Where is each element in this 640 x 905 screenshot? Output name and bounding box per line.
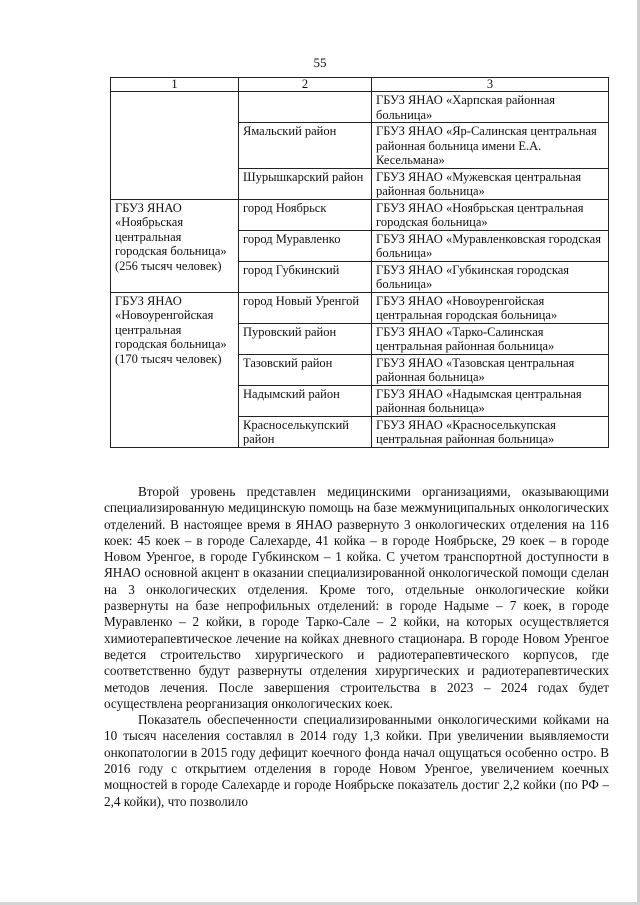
medical-organizations-table [110, 77, 609, 448]
table-cell-territory: Шурышкарский район [239, 168, 372, 199]
table-cell-organization: ГБУЗ ЯНАО «Тазовская центральная районная больница» [372, 354, 609, 385]
table-cell-territory: город Ноябрьск [239, 199, 372, 230]
table-cell-organization: ГБУЗ ЯНАО «Тарко-Салинская центральная районная больница» [372, 323, 609, 354]
body-text [104, 484, 609, 810]
table-cell-organization: ГБУЗ ЯНАО «Ноябрьская центральная городская больница» [372, 199, 609, 230]
paragraph-bed-capacity: Показатель обеспеченности специализированными онкологическими койками на 10 тысяч населения составлял в 2014 году 1,3 койки. При увеличении выявляемости онкопатологии в 2015 году дефицит коечного фонда начал ощущаться особенно остро. В 2016 году с открытием отделения в городе Новом Уренгое, увеличением коечных мощностей в городе Салехарде и городе Ноябрьске показатель достиг 2,2 койки (по РФ – 2,4 койки), что позволило [104, 712, 609, 809]
table-header-cell: 3 [372, 78, 609, 92]
table-cell-territory: Ямальский район [239, 123, 372, 169]
table-cell-level: ГБУЗ ЯНАО «Ноябрьская центральная городская больница» (256 тысяч человек) [111, 199, 239, 292]
table-cell-territory: город Муравленко [239, 230, 372, 261]
table-header-cell: 1 [111, 78, 239, 92]
table-cell-territory [239, 92, 372, 123]
page-number: 55 [313, 55, 327, 70]
table-cell-level [111, 92, 239, 200]
table-cell-organization: ГБУЗ ЯНАО «Харпская районная больница» [372, 92, 609, 123]
table-cell-territory: Тазовский район [239, 354, 372, 385]
table-cell-organization: ГБУЗ ЯНАО «Мужевская центральная районная больница» [372, 168, 609, 199]
table-row [111, 199, 609, 230]
table-row [111, 92, 609, 123]
table-cell-territory: город Новый Уренгой [239, 292, 372, 323]
table-cell-territory: Пуровский район [239, 323, 372, 354]
table-cell-territory: Надымский район [239, 385, 372, 416]
table-cell-organization: ГБУЗ ЯНАО «Яр-Салинская центральная районная больница имени Е.А. Кесельмана» [372, 123, 609, 169]
table-cell-organization: ГБУЗ ЯНАО «Надымская центральная районная больница» [372, 385, 609, 416]
table-cell-organization: ГБУЗ ЯНАО «Муравленковская городская больница» [372, 230, 609, 261]
table-cell-organization: ГБУЗ ЯНАО «Красноселькупская центральная районная больница» [372, 416, 609, 447]
table-row [111, 292, 609, 323]
table-cell-organization: ГБУЗ ЯНАО «Новоуренгойская центральная городская больница» [372, 292, 609, 323]
table-header-row [111, 78, 609, 92]
table-cell-organization: ГБУЗ ЯНАО «Губкинская городская больница» [372, 261, 609, 292]
table-header-cell: 2 [239, 78, 372, 92]
table-cell-territory: город Губкинский [239, 261, 372, 292]
table-cell-level: ГБУЗ ЯНАО «Новоуренгойская центральная городская больница» (170 тысяч человек) [111, 292, 239, 447]
table-cell-territory: Красноселькупский район [239, 416, 372, 447]
paragraph-second-level: Второй уровень представлен медицинскими организациями, оказывающими специализированную медицинскую помощь на базе межмуниципальных онкологических отделений. В настоящее время в ЯНАО развернуто 3 онкологических отделения на 116 коек: 45 коек – в городе Салехарде, 41 койка – в городе Ноябрьске, 29 коек – в городе Новом Уренгое, в городе Губкинском – 1 койка. С учетом транспортной доступности в ЯНАО основной акцент в оказании специализированной онкологической помощи сделан на 3 онкологических отделения. Кроме того, отдельные онкологические койки развернуты на базе непрофильных отделений: в городе Надыме – 7 коек, в городе Муравленко – 2 койки, в городе Тарко-Сале – 2 койки, на которых осуществляется химиотерапевтическое лечение на койках дневного стационара. В городе Новом Уренгое ведется строительство хирургического и радиотерапевтического корпусов, где соответственно будут развернуты отделения хирургических и радиотерапевтических методов лечения. После завершения строительства в 2023 – 2024 годах будет осуществлена реорганизация онкологических коек. [104, 484, 609, 711]
